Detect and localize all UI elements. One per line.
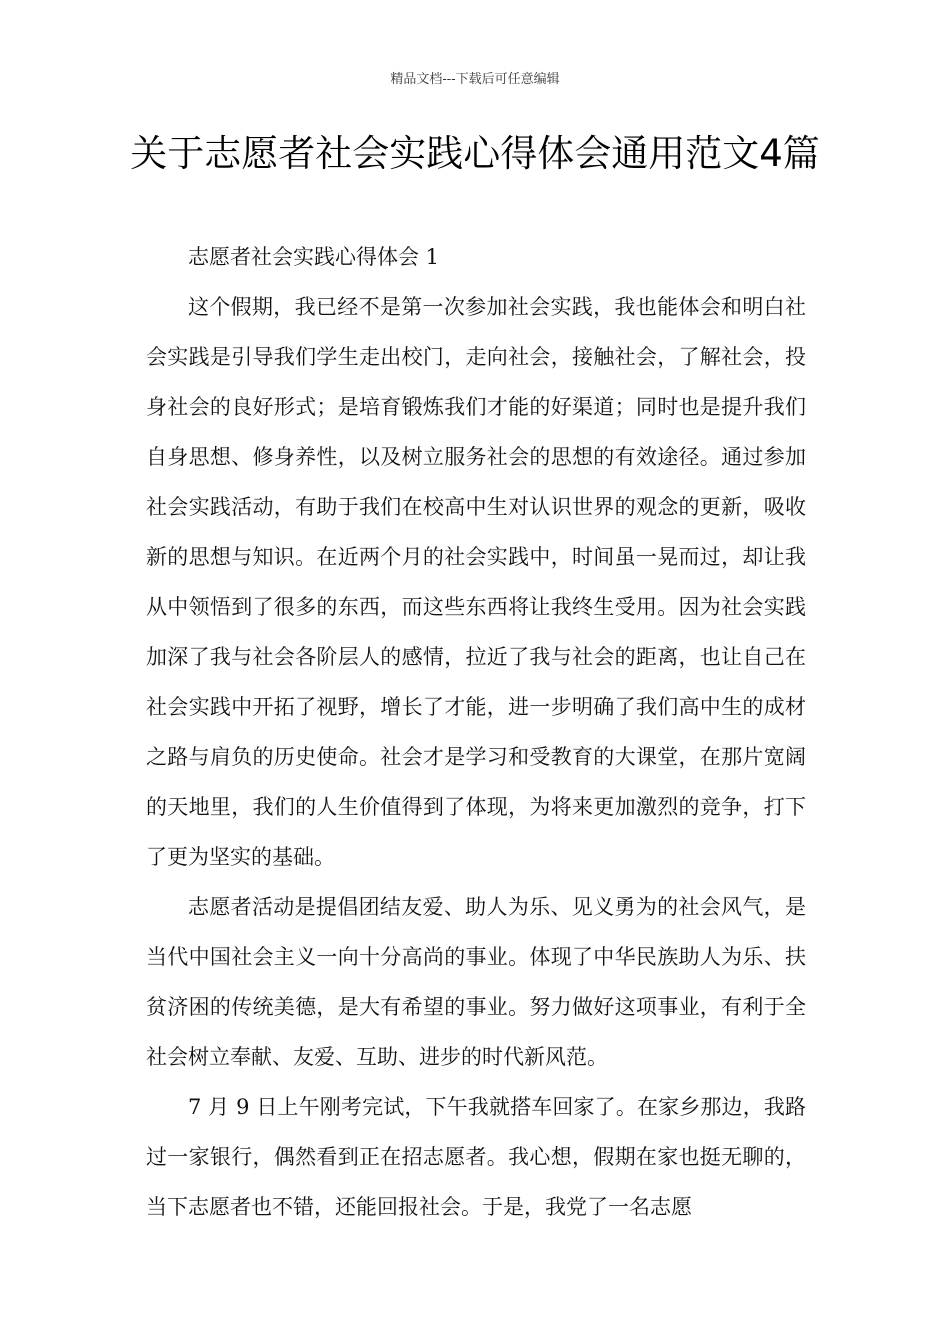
section-heading: 志愿者社会实践心得体会 1 — [188, 245, 440, 269]
paragraph-1: 这个假期，我已经不是第一次参加社会实践，我也能体会和明白社会实践是引导我们学生走出校门，走向社会，接触社会，了解社会，投身社会的良好形式；是培育锻炼我们才能的好渠道；同时也是提升我们自身思想、修身养性，以及树立服务社会的思想的有效途径。通过参加社会实践活动，有助于我们在校高中生对认识世界的观念的更新，吸收新的思想与知识。在近两个月的社会实践中，时间虽一晃而过，却让我从中领悟到了很多的东西，而这些东西将让我终生受用。因为社会实践加深了我与社会各阶层人的感情，拉近了我与社会的距离，也让自己在社会实践中开拓了视野，增长了才能，进一步明确了我们高中生的成材之路与肩负的历史使命。社会才是学习和受教育的大课堂，在那片宽阔的天地里，我们的人生价值得到了体现，为将来更加激烈的竞争，打下了更为坚实的基础。 — [146, 295, 806, 869]
paragraph-3: 7 月 9 日上午刚考完试，下午我就搭车回家了。在家乡那边，我路过一家银行，偶然看到正在招志愿者。我心想，假期在家也挺无聊的，当下志愿者也不错，还能回报社会。于是，我党了一名志愿 — [146, 1095, 806, 1219]
document-body — [146, 232, 806, 1232]
paragraph-2: 志愿者活动是提倡团结友爱、助人为乐、见义勇为的社会风气，是当代中国社会主义一向十分高尚的事业。体现了中华民族助人为乐、扶贫济困的传统美德，是大有希望的事业。努力做好这项事业，有利于全社会树立奉献、友爱、互助、进步的时代新风范。 — [146, 895, 806, 1069]
document-title: 关于志愿者社会实践心得体会通用范文4篇 — [130, 132, 820, 175]
header-note: 精品文档---下载后可任意编辑 — [390, 72, 560, 87]
